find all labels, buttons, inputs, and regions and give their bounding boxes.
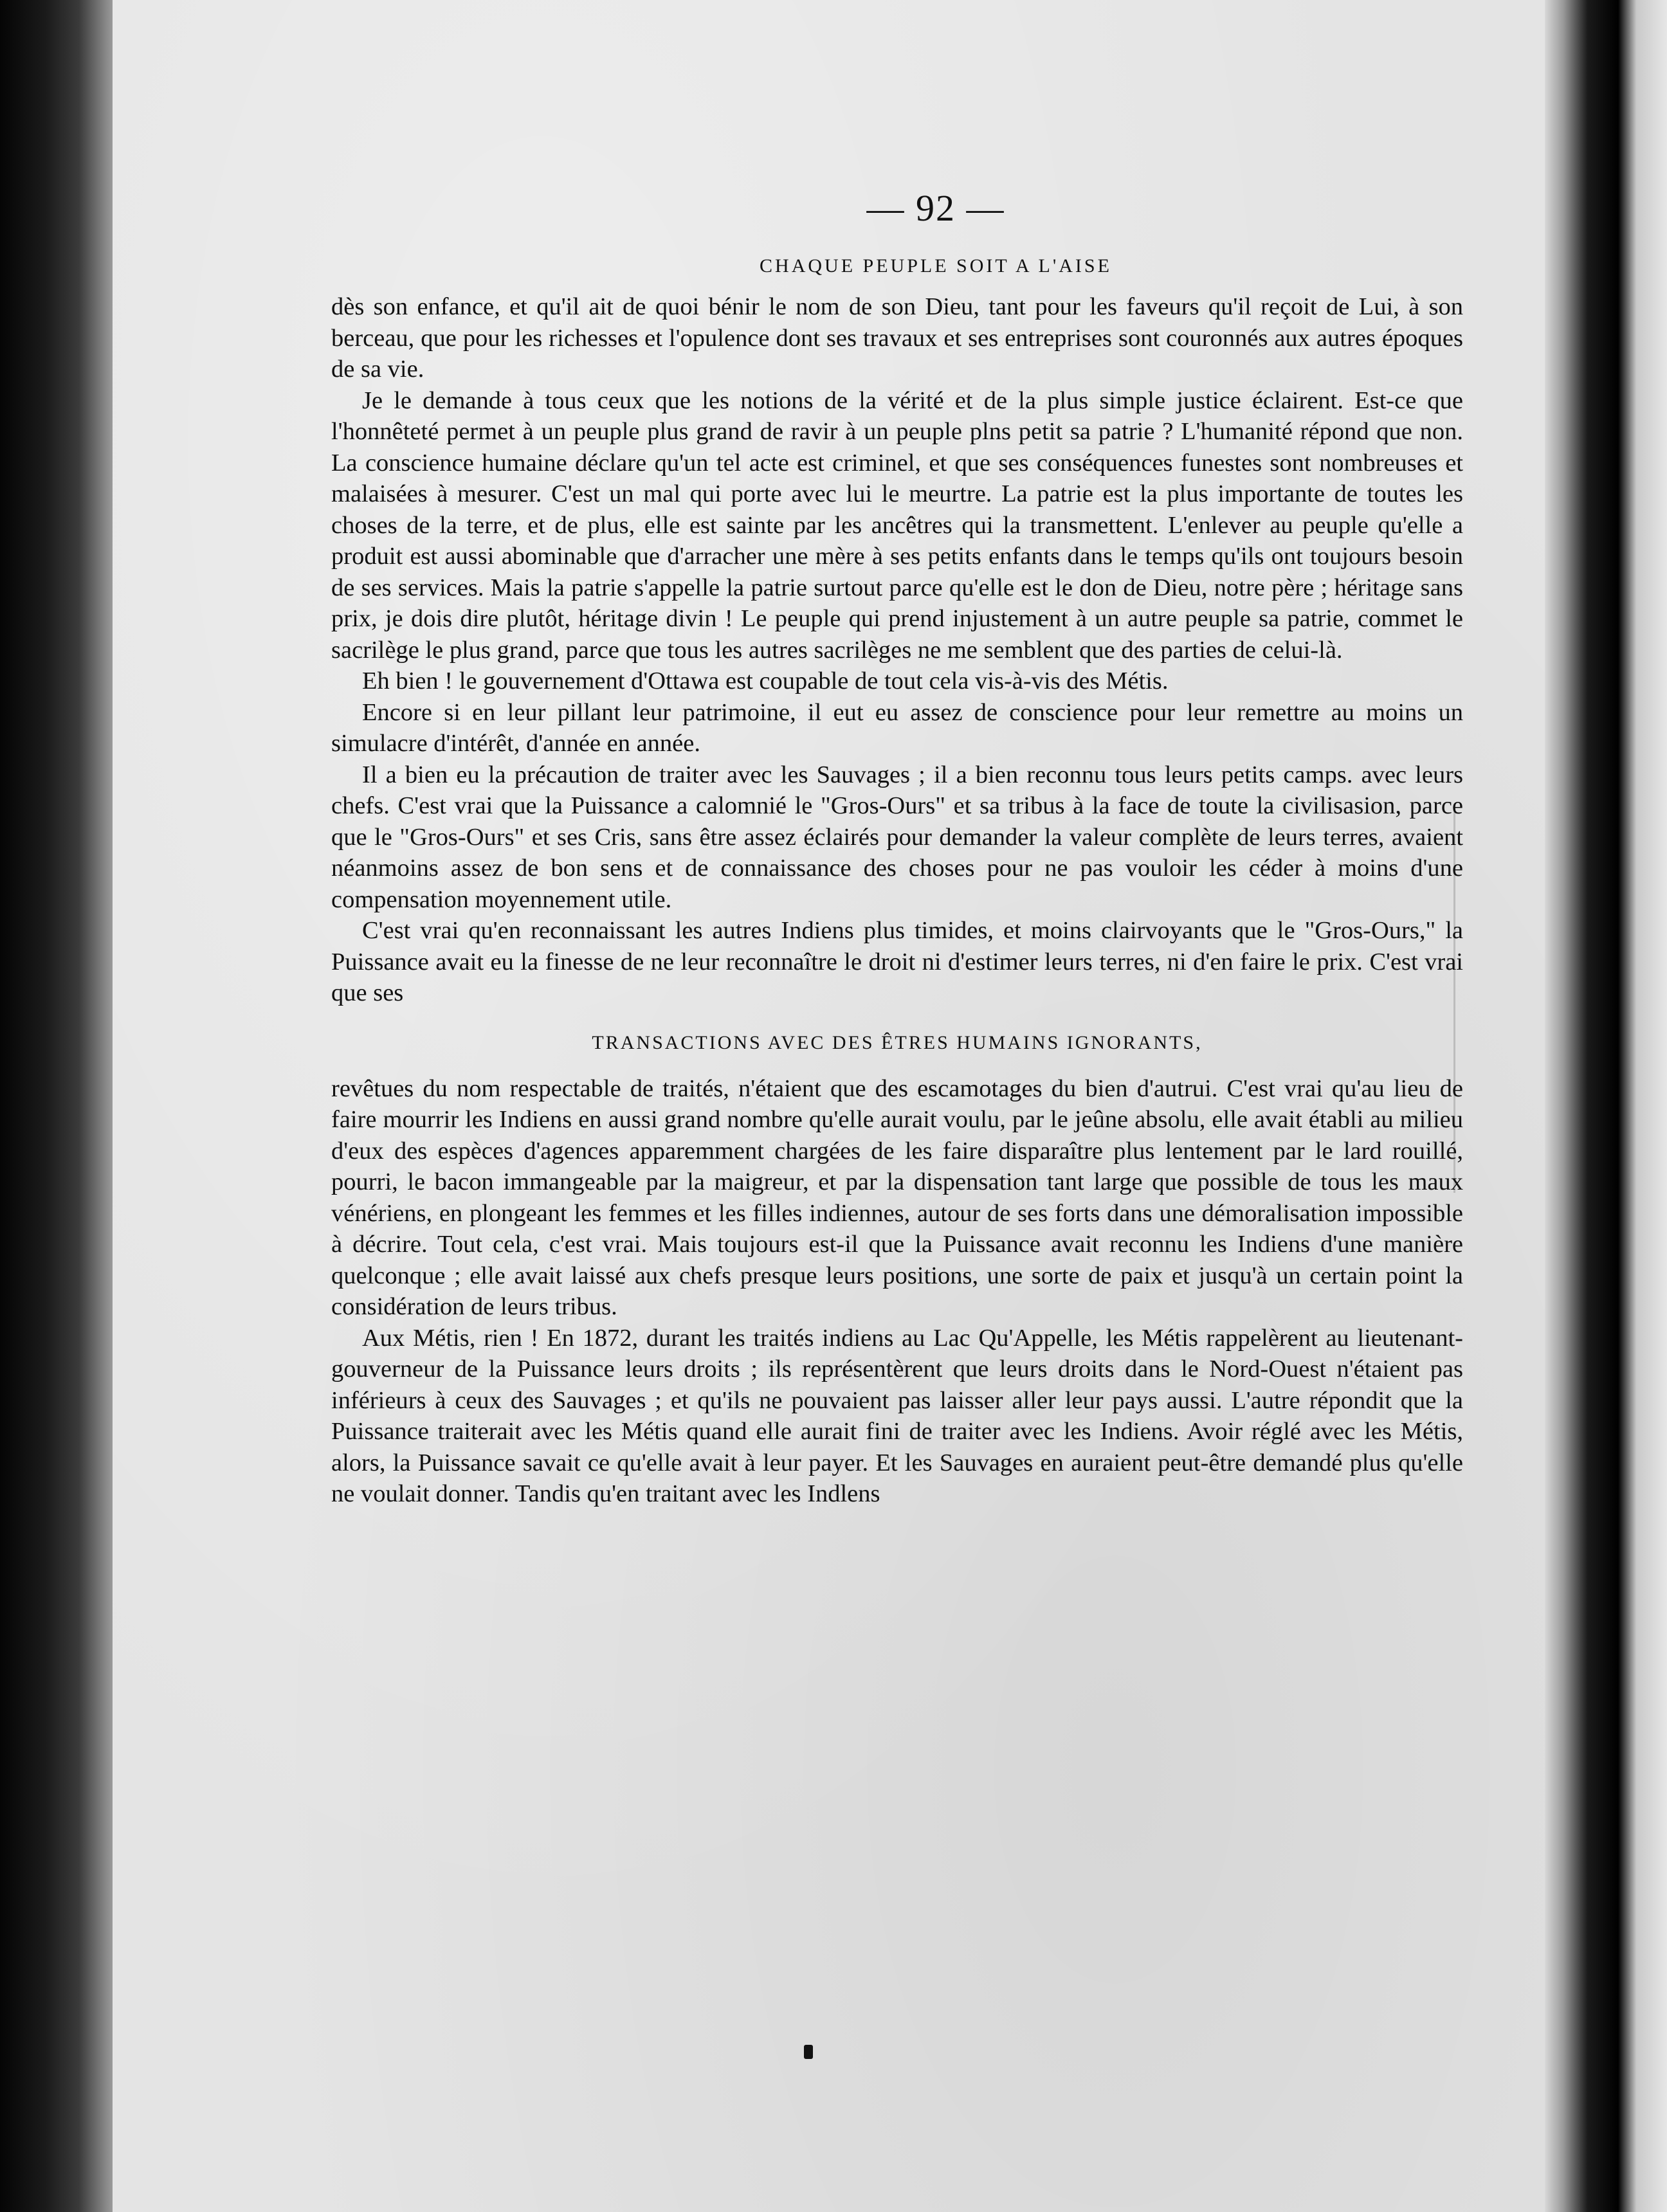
page-content [331, 186, 1463, 1510]
paragraph-6: C'est vrai qu'en reconnaissant les autres Indiens plus timides, et moins clairvoyants que le "Gros-Ours," la Puissance avait eu la finesse de ne leur reconnaître le droit ni d'estimer leurs terres, ni d'en faire le prix. C'est vrai que ses [331, 917, 1463, 1006]
paragraph-3: Eh bien ! le gouvernement d'Ottawa est coupable de tout cela vis-à-vis des Métis. [362, 667, 1169, 694]
paragraph-7: revêtues du nom respectable de traités, n'étaient que des escamotages du bien d'autrui. C'est vrai qu'au lieu de faire mourrir les Indiens en aussi grand nombre qu'elle aurait voulu, par le jeûne absolu, elle avait établi au milieu d'eux des espèces d'agences apparemment chargées de les faire disparaître plus lentement par le lard rouillé, pourri, le bacon immangeable par la maigreur, et par la dispensation tant large que possible de tous les maux vénériens, en plongeant les femmes et les filles indiennes, autour de ses forts dans une démoralisation impossible à décrire. Tout cela, c'est vrai. Mais toujours est-il que la Puissance avait reconnu les Indiens d'une manière quelconque ; elle avait laissé aux chefs presque leurs positions, une sorte de paix et jusqu'à un certain point la considération de leurs tribus. [331, 1074, 1463, 1320]
paragraph-8: Aux Métis, rien ! En 1872, durant les traités indiens au Lac Qu'Appelle, les Métis rappelèrent au lieutenant-gouverneur de la Puissance leurs droits ; ils représentèrent que leurs droits dans le Nord-Ouest n'étaient pas inférieurs à ceux des Sauvages ; et qu'ils ne pouvaient pas laisser aller leur pays aussi. L'autre répondit que la Puissance traiterait avec les Métis quand elle aurait fini de traiter avec les Indiens. Avoir réglé avec les Métis, alors, la Puissance savait ce qu'elle avait à leur payer. Et les Sauvages en auraient peut-être demandé plus qu'elle ne voulait donner. Tandis qu'en traitant avec les Indlens [331, 1324, 1463, 1507]
binding-edge-right [1545, 0, 1667, 2212]
running-head: CHAQUE PEUPLE SOIT A L'AISE [760, 255, 1112, 276]
book-page [113, 0, 1545, 2212]
paragraph-2: Je le demande à tous ceux que les notions de la vérité et de la plus simple justice éclairent. Est-ce que l'honnêteté permet à un peuple plus grand de ravir à un peuple plns petit sa patrie ? L'humanité répond que non. La conscience humaine déclare qu'un tel acte est criminel, et que ses conséquences funestes sont nombreuses et malaisées à mesurer. C'est un mal qui porte avec lui le meurtre. La patrie est la plus importante de toutes les choses de la terre, et de plus, elle est sainte par les ancêtres qui la transmettent. L'enlever au peuple qu'elle a produit est aussi abominable que d'arracher une mère à ses petits enfants dans le temps qu'ils ont toujours besoin de ses services. Mais la patrie s'appelle la patrie surtout parce qu'elle est le don de Dieu, notre père ; héritage sans prix, je dois dire plutôt, héritage divin ! Le peuple qui prend injustement à un autre peuple sa patrie, commet le sacrilège le plus grand, parce que tous les autres sacrilèges ne me semblent que des parties de celui-là. [331, 386, 1463, 664]
paragraph-5: Il a bien eu la précaution de traiter avec les Sauvages ; il a bien reconnu tous leurs petits camps. avec leurs chefs. C'est vrai que la Puissance a calomnié le "Gros-Ours" et sa tribus à la face de toute la civilisasion, parce que le "Gros-Ours" et ses Cris, sans être assez éclairés pour demander la valeur complète de leurs terres, avaient néanmoins assez de bon sens et de connaissance des choses pour ne pas vouloir les céder à moins d'une compensation moyennement utile. [331, 761, 1463, 913]
ink-mark [804, 2045, 813, 2059]
page-number: — 92 — [866, 187, 1005, 229]
binding-edge-left [0, 0, 113, 2212]
paragraph-4: Encore si en leur pillant leur patrimoine, il eut eu assez de conscience pour leur remettre au moins un simulacre d'intérêt, d'année en année. [331, 698, 1463, 757]
paragraph-1: dès son enfance, et qu'il ait de quoi bénir le nom de son Dieu, tant pour les faveurs qu'il reçoit de Lui, à son berceau, que pour les richesses et l'opulence dont ses travaux et ses entreprises sont couronnés aux autres époques de sa vie. [331, 293, 1463, 383]
section-heading: TRANSACTIONS AVEC DES ÊTRES HUMAINS IGNORANTS, [592, 1031, 1203, 1053]
